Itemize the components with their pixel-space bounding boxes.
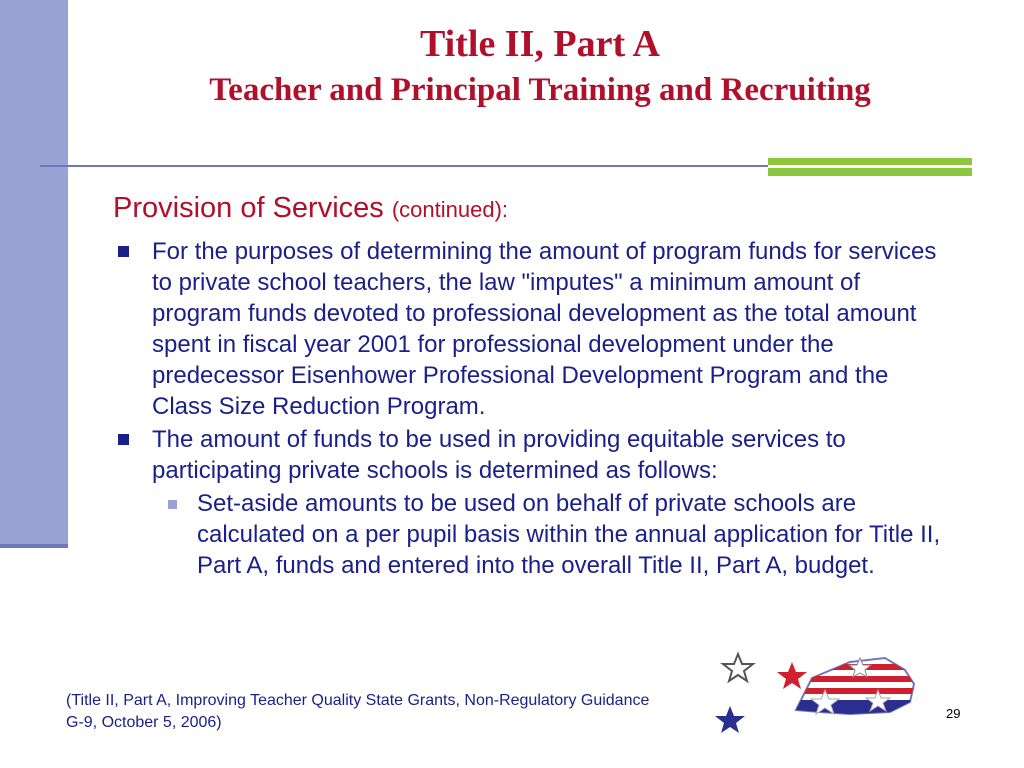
section-heading-text: Provision of Services (113, 192, 384, 224)
square-bullet-icon (118, 434, 129, 445)
slide-title: Title II, Part A (420, 23, 660, 65)
citation-line-1: (Title II, Part A, Improving Teacher Quality State Grants, Non-Regulatory Guidance (66, 692, 650, 709)
virginia-flag-stars-logo-icon (700, 650, 930, 740)
square-bullet-icon (118, 246, 129, 257)
section-heading (113, 190, 508, 228)
section-heading-suffix: (continued): (391, 197, 509, 222)
slide-subtitle: Teacher and Principal Training and Recruiting (209, 72, 871, 108)
bullet-list (115, 236, 955, 581)
title-block (80, 20, 1000, 112)
citation (66, 690, 649, 734)
bullet-text: The amount of funds to be used in providing equitable services to participating private schools is determined as follows: (152, 426, 846, 484)
bullet-item (115, 236, 955, 422)
page-number: 29 (946, 706, 961, 721)
sub-bullet-item (160, 488, 955, 581)
bullet-text: For the purposes of determining the amount of program funds for services to private school teachers, the law "imputes" a minimum amount of program funds devoted to professional development as the total amount spent in fiscal year 2001 for professional development under the predecessor Eisenhower Professional Development Program and the Class Size Reduction Program. (152, 238, 937, 420)
left-bar-edge (0, 544, 68, 548)
sub-bullet-text: Set-aside amounts to be used on behalf of private schools are calculated on a per pupil basis within the annual application for Title II, Part A, funds and entered into the overall Title II, Part A, budget. (197, 490, 941, 579)
bullet-item (115, 424, 955, 486)
citation-line-2: G-9, October 5, 2006) (66, 714, 222, 731)
left-decorative-bar (0, 0, 68, 548)
green-accent-bar (768, 158, 972, 176)
small-square-bullet-icon (168, 500, 177, 509)
